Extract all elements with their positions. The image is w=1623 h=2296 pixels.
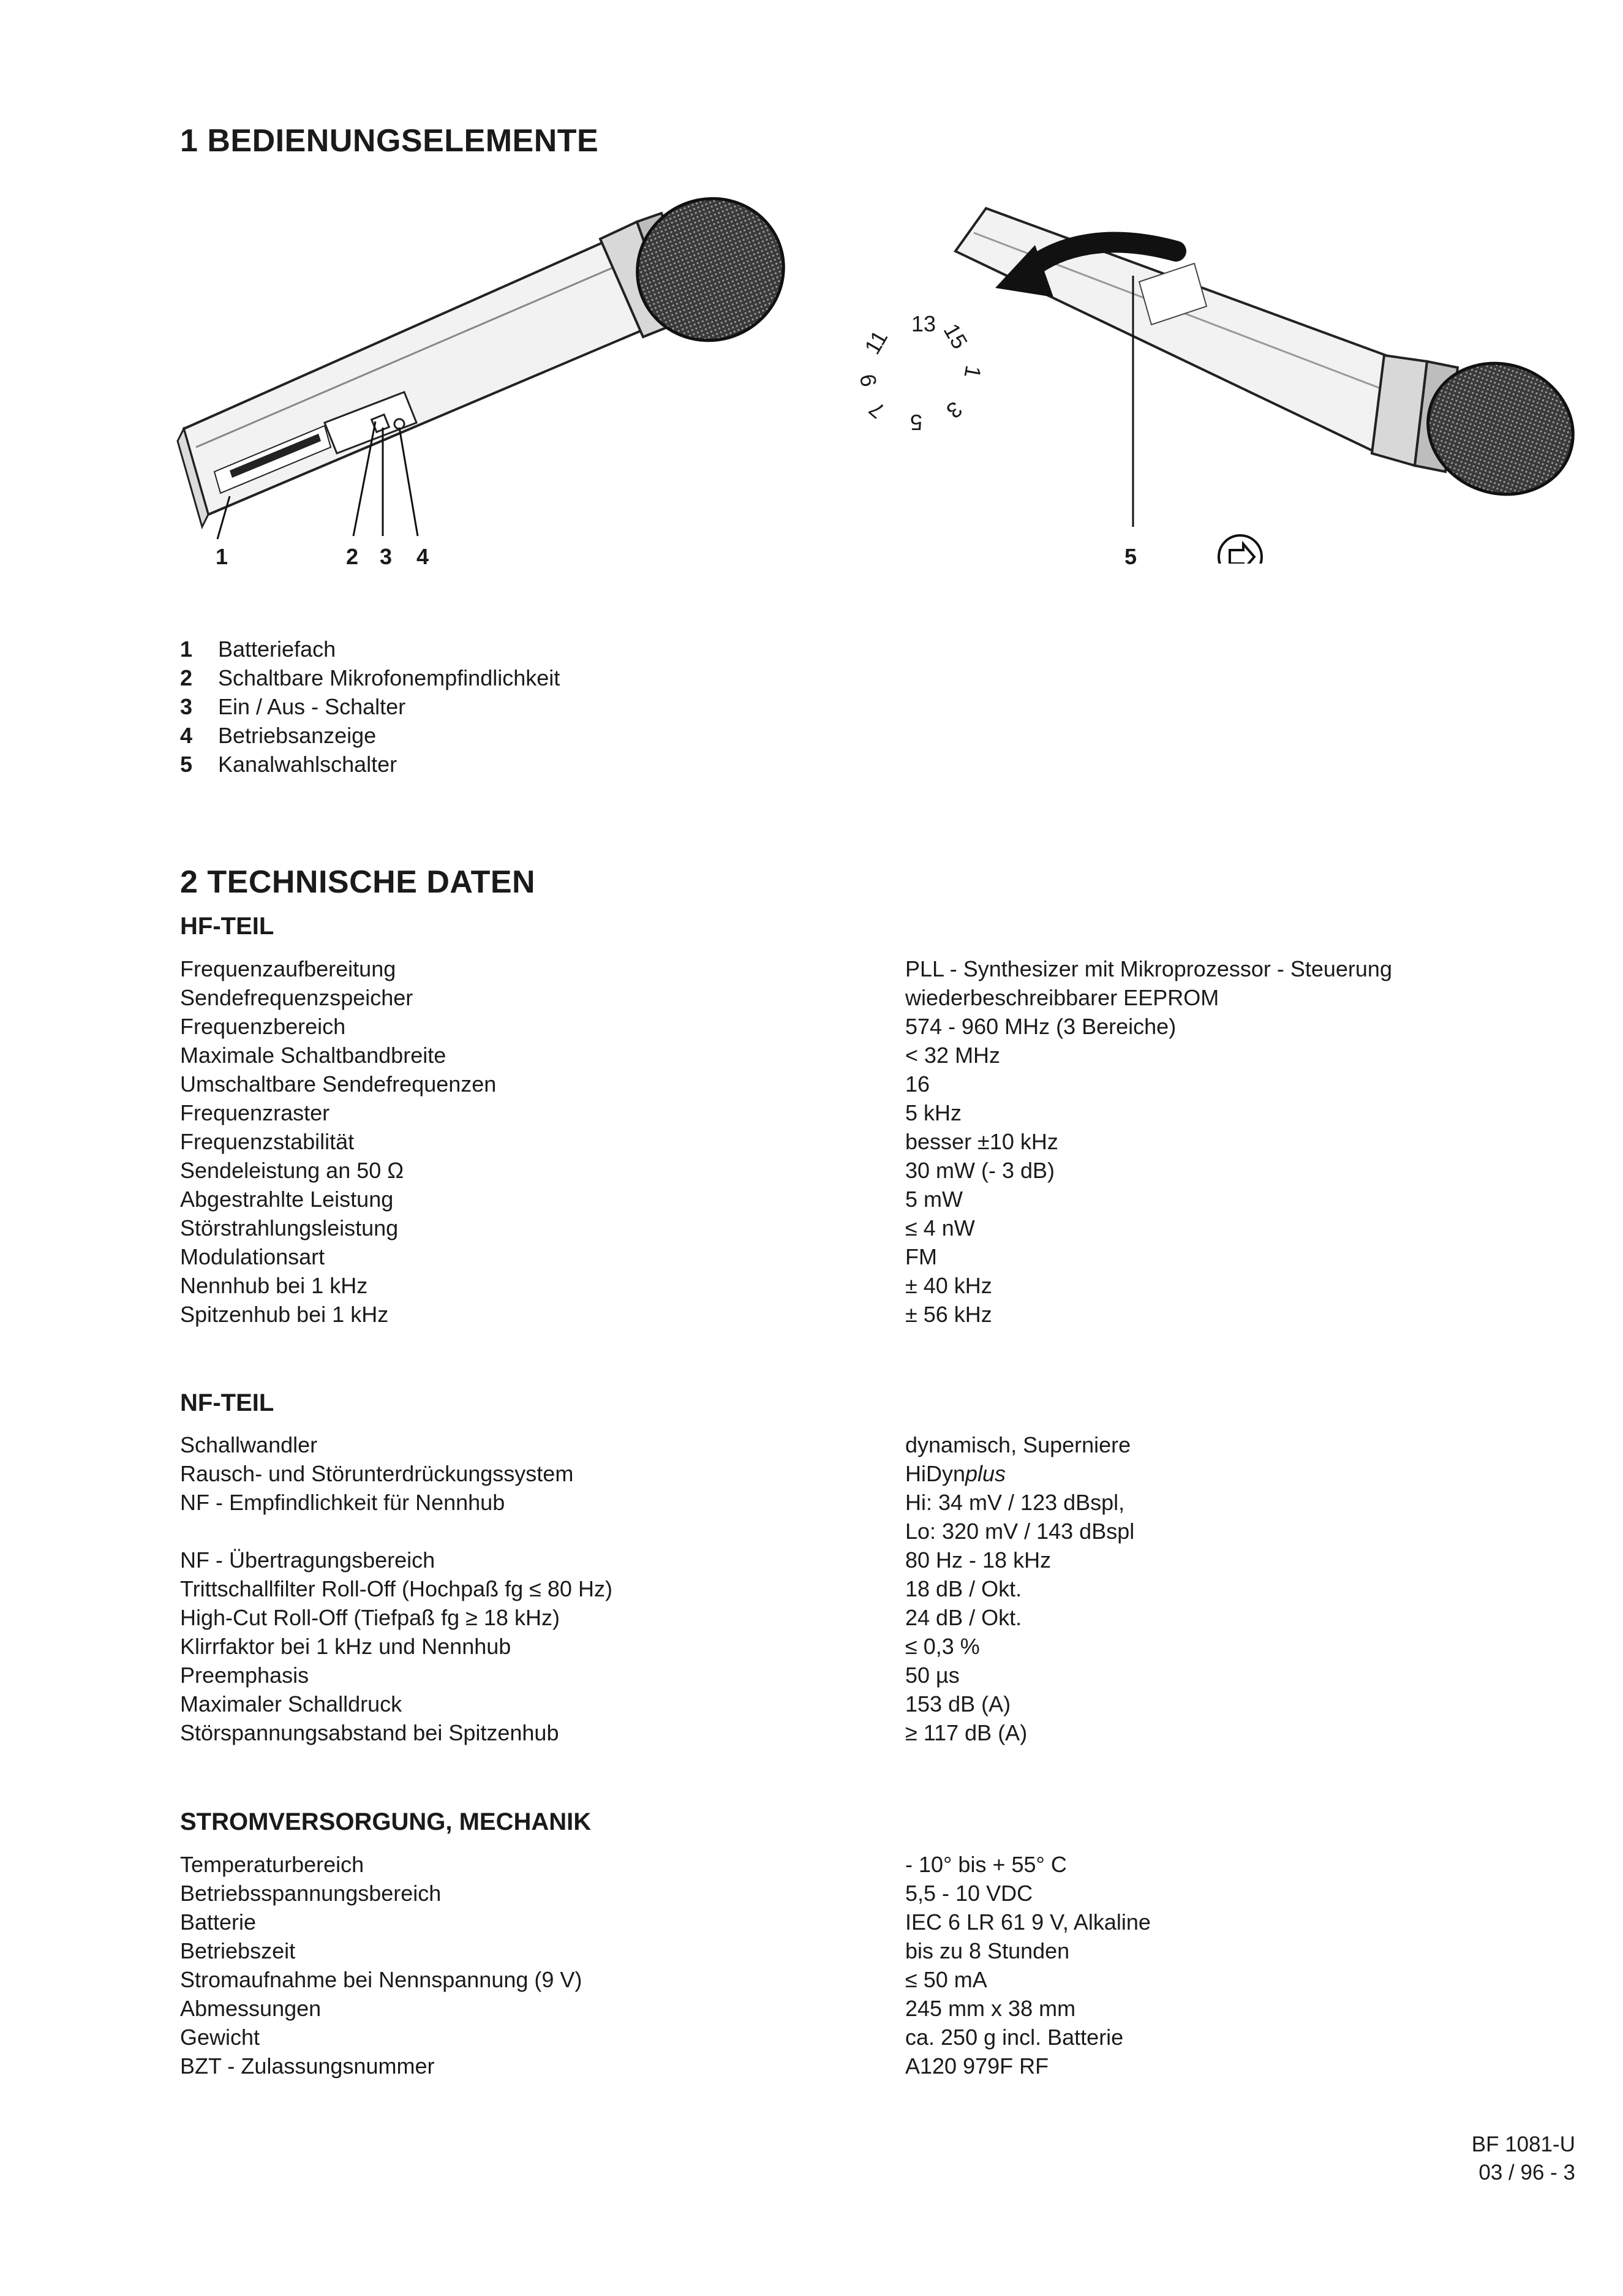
microphone-illustration-left — [171, 184, 821, 576]
page-footer — [1472, 2131, 1575, 2187]
page-number: 03 / 96 - 3 — [1478, 2161, 1575, 2185]
dial-number-5: 5 — [910, 410, 923, 435]
section-title-specs: 2 TECHNISCHE DATEN — [180, 864, 536, 900]
legend-item: 2 Schaltbare Mikrofonempfindlichkeit — [180, 665, 560, 690]
callout-1: 1 — [216, 544, 228, 569]
section-title-controls: 1 BEDIENUNGSELEMENTE — [180, 123, 599, 159]
dial-number-15: 15 — [938, 319, 973, 353]
dial-number-3: 3 — [941, 396, 968, 424]
hf-heading: HF-TEIL — [180, 913, 274, 940]
dial-number-13: 13 — [911, 311, 936, 336]
legend-item: 5 Kanalwahlschalter — [180, 752, 397, 777]
dial-number-1: 1 — [959, 363, 987, 380]
callout-2: 2 — [346, 544, 359, 569]
power-heading: STROMVERSORGUNG, MECHANIK — [180, 1808, 592, 1835]
callout-3: 3 — [380, 544, 393, 569]
dial-number-9: 9 — [854, 372, 882, 389]
legend-item: 3 Ein / Aus - Schalter — [180, 694, 406, 719]
dial-number-7: 7 — [864, 396, 890, 424]
document-number: BF 1081-U — [1471, 2132, 1575, 2156]
controls-legend — [180, 635, 560, 779]
microphone-illustration-right — [937, 184, 1586, 564]
legend-item: 1 Batteriefach — [180, 636, 336, 662]
dial-number-11: 11 — [859, 326, 893, 359]
callout-4: 4 — [416, 544, 429, 569]
legend-item: 4 Betriebsanzeige — [180, 723, 377, 748]
callout-5: 5 — [1124, 544, 1137, 569]
nf-heading: NF-TEIL — [180, 1389, 274, 1416]
